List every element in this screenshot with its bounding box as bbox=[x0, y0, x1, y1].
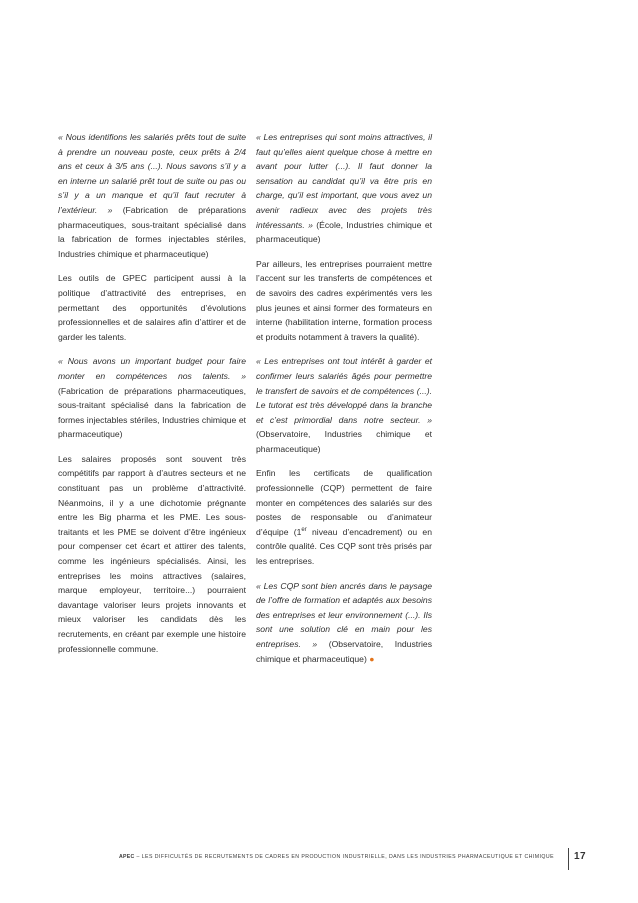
quote-source: (Fabrication de préparations pharmaceutiques, sous-traitant spécialisé dans la fabrication de formes injectables stériles, Industries chimique et pharmaceutique) bbox=[58, 385, 246, 440]
paragraph bbox=[256, 354, 432, 456]
paragraph bbox=[58, 354, 246, 442]
text-segment: niveau d’encadrement) ou en contrôle qualité. Ces CQP sont très prisés par les entreprises. bbox=[256, 526, 432, 567]
quote: « Les CQP sont bien ancrés dans le paysage de l’offre de formation et adaptés aux besoins des entreprises et leur environnement (...). Ils sont une solution clé en main pour les entreprises. » bbox=[256, 580, 432, 649]
paragraph bbox=[58, 130, 246, 261]
page-footer bbox=[0, 848, 638, 876]
footer-brand: APEC bbox=[118, 854, 135, 860]
quote-source: (Observatoire, Industries chimique et pharmaceutique) bbox=[256, 429, 432, 454]
page-number: 17 bbox=[574, 851, 587, 862]
right-column bbox=[256, 130, 432, 676]
left-column bbox=[58, 130, 246, 666]
quote: « Nous avons un important budget pour faire monter en compétences nos talents. » bbox=[58, 356, 246, 381]
text-segment: Enfin les certificats de qualification professionnelle (CQP) permettent de faire monter en compétences des salariés sur des postes de responsable ou d’animateur d’équipe (1 bbox=[256, 468, 432, 537]
quote: « Nous identifions les salariés prêts tout de suite à prendre un nouveau poste, ceux prêts à 2/4 ans et ceux à 3/5 ans (...). Nous savons s’il y a en interne un salarié prêt tout de suite ou pas ou s’il y a un manque et qu’il faut recruter à l’extérieur. » bbox=[58, 132, 246, 215]
quote-source: (Fabrication de préparations pharmaceutiques, sous-traitant spécialisé dans la fabrication de formes injectables stériles, Industries chimique et pharmaceutique) bbox=[58, 204, 246, 259]
paragraph: Par ailleurs, les entreprises pourraient mettre l’accent sur les transferts de compétences et de savoirs des cadres expérimentés vers les plus jeunes et ainsi former des formateurs en interne (habilitation interne, formation process et produits notamment à travers la qualité). bbox=[256, 258, 432, 342]
quote: « Les entreprises qui sont moins attractives, il faut qu’elles aient quelque chose à mettre en avant pour lutter (...). Il faut donner la sensation au candidat qu’il va être pris en charge, qu’il est important, que vous avez un avenir radieux avec des projets très intéressants. » bbox=[256, 132, 432, 230]
footer-running-title bbox=[119, 854, 554, 860]
end-mark-icon: ● bbox=[366, 653, 375, 664]
quote-source: (Observatoire, Industries chimique et pharmaceutique) bbox=[256, 639, 432, 664]
paragraph: Les salaires proposés sont souvent très compétitifs par rapport à d’autres secteurs et ne constituant pas un problème d’attractivité. Néanmoins, il y a une dichotomie prégnante entre les Big pharma et les PME. Les sous-traitants et les PME se doivent d’être ingénieux pour compenser cet écart et attirer des talents, comme les ingénieurs spécialisés. Ainsi, les entreprises les moins attractives (salaires, marque employeur, territoire...) pourraient davantage valoriser leurs projets innovants et mieux valoriser les candidats dès les recrutements, en créant par exemple une histoire professionnelle commune. bbox=[58, 453, 246, 654]
footer-title: – LES DIFFICULTÉS DE RECRUTEMENTS DE CADRES EN PRODUCTION INDUSTRIELLE, DANS LES INDUSTRIES PHARMACEUTIQUE ET CHIMIQUE bbox=[134, 854, 554, 860]
quote: « Les entreprises ont tout intérêt à garder et confirmer leurs salariés âgés pour permettre le transfert de savoirs et de compétences (...). Le tutorat est très développé dans la branche et c’est primordial dans notre secteur. » bbox=[256, 356, 432, 425]
quote-source: (École, Industries chimique et pharmaceutique) bbox=[256, 219, 432, 245]
paragraph: Les outils de GPEC participent aussi à la politique d’attractivité des entreprises, en permettant des opportunités d’évolutions professionnelles et de salaires afin d’attirer et de garder les talents. bbox=[58, 273, 246, 342]
paragraph bbox=[256, 579, 432, 667]
superscript: er bbox=[301, 526, 307, 533]
paragraph bbox=[256, 130, 432, 247]
paragraph bbox=[256, 466, 432, 568]
footer-divider bbox=[568, 848, 569, 870]
